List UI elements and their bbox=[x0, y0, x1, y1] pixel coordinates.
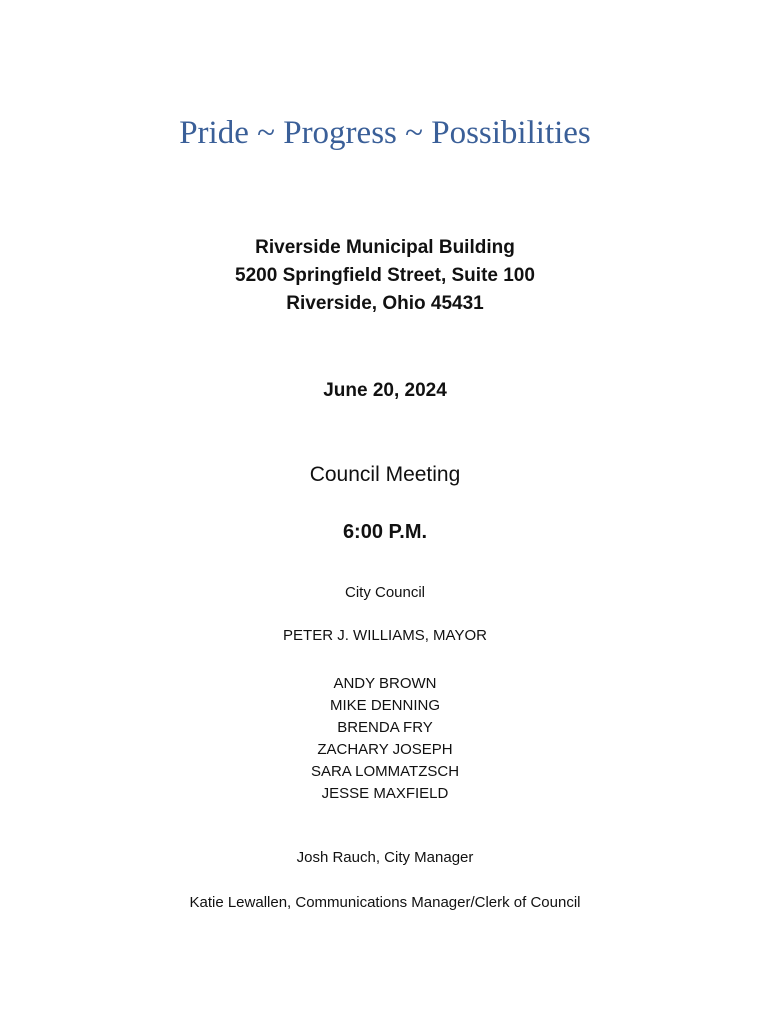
meeting-time: 6:00 P.M. bbox=[342, 521, 428, 543]
motto-heading: Pride ~ Progress ~ Possibilities bbox=[179, 115, 591, 151]
city-manager: Josh Rauch, City Manager bbox=[296, 849, 474, 866]
clerk-of-council: Katie Lewallen, Communications Manager/Clerk of Council bbox=[189, 894, 581, 911]
council-member: SARA LOMMATZSCH bbox=[310, 763, 460, 780]
council-member: ZACHARY JOSEPH bbox=[317, 741, 453, 758]
council-member: BRENDA FRY bbox=[337, 719, 433, 736]
building-name: Riverside Municipal Building bbox=[255, 237, 515, 258]
council-member: ANDY BROWN bbox=[333, 675, 437, 692]
council-member: JESSE MAXFIELD bbox=[321, 785, 449, 802]
meeting-type: Council Meeting bbox=[309, 463, 461, 486]
city-state-zip: Riverside, Ohio 45431 bbox=[286, 293, 484, 314]
city-council-label: City Council bbox=[344, 584, 426, 601]
council-member: MIKE DENNING bbox=[329, 697, 440, 714]
council-members-list bbox=[0, 673, 770, 805]
meeting-date: June 20, 2024 bbox=[323, 380, 447, 401]
street-address: 5200 Springfield Street, Suite 100 bbox=[235, 265, 535, 286]
mayor-name: PETER J. WILLIAMS, MAYOR bbox=[283, 627, 487, 644]
